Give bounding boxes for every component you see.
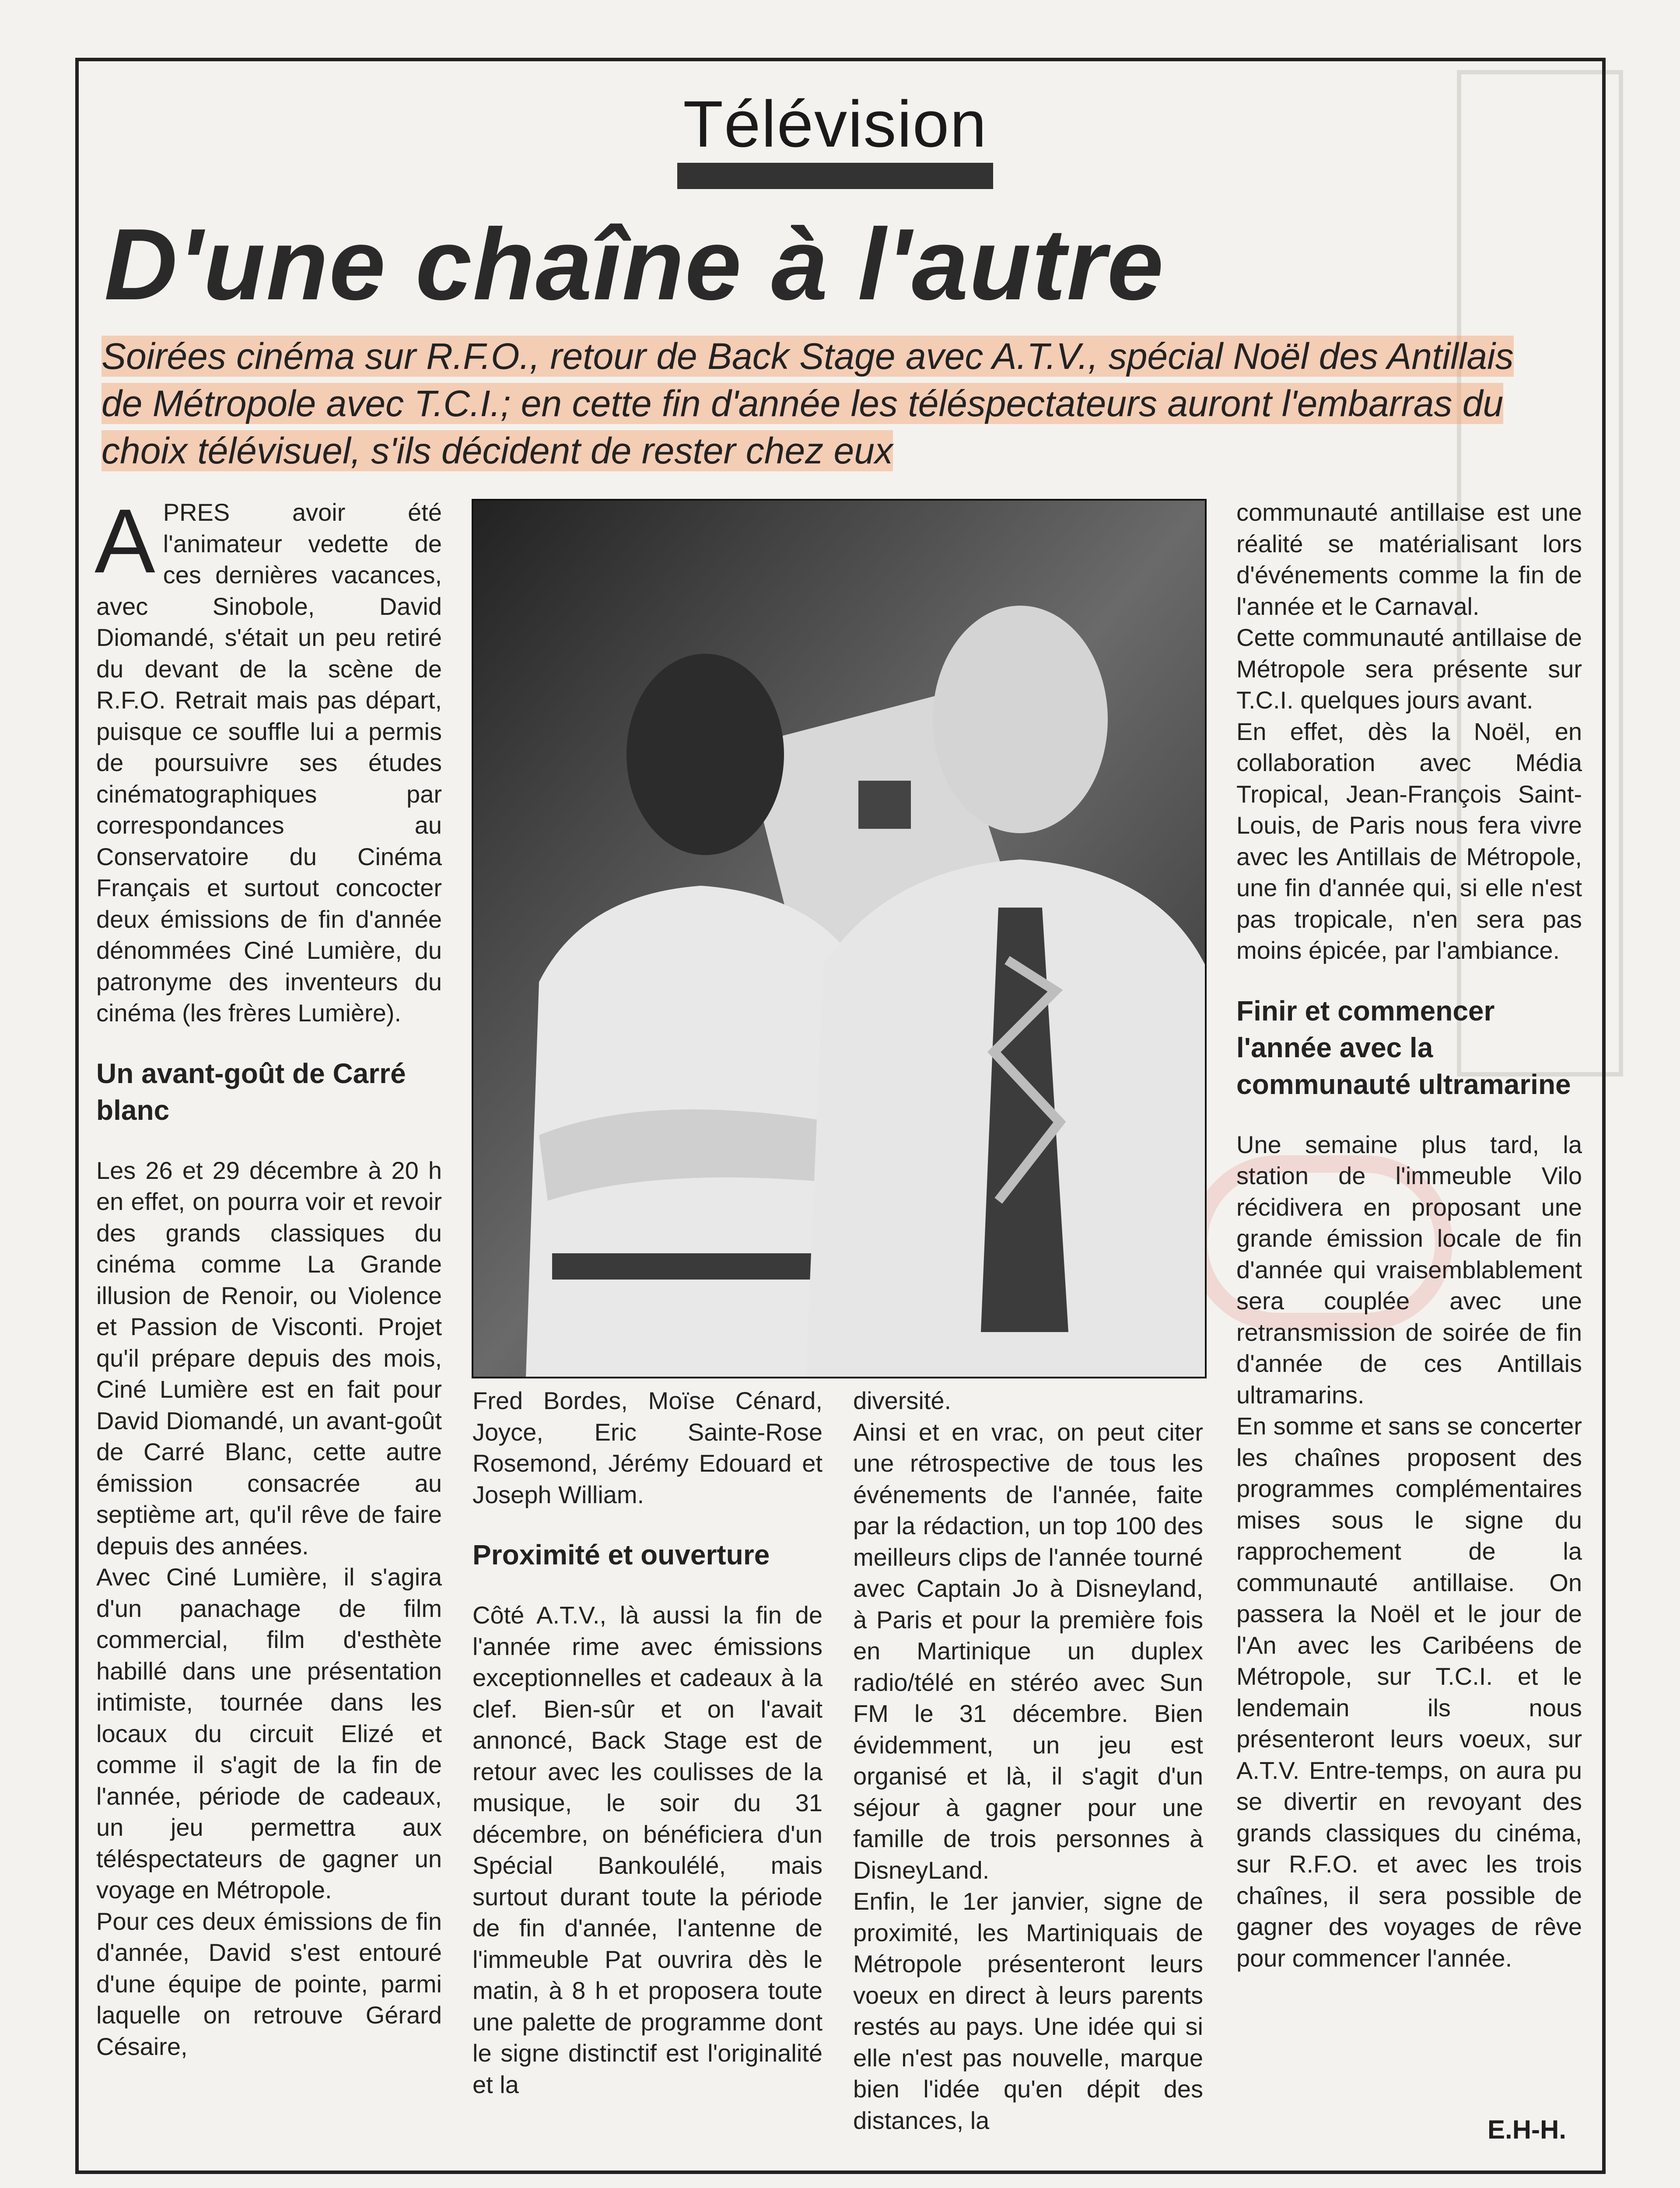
subheading: Proximité et ouverture xyxy=(472,1539,770,1571)
paragraph: Fred Bordes, Moïse Cénard, Joyce, Eric Sainte-Rose Rosemond, Jérémy Edouard et Joseph William. xyxy=(472,1387,822,1508)
drop-cap: A xyxy=(94,491,155,592)
paragraph: En effet, dès la Noël, en collaboration avec Média Tropical, Jean-François Saint-Louis, de Paris nous fera vivre avec les Antillais de Métropole, une fin d'année qui, si elle n'est pas tropicale, n'en sera pas moins épicée, par l'ambiance. xyxy=(1236,717,1582,964)
column-3 xyxy=(853,1385,1203,2136)
author-credit: E.H-H. xyxy=(1488,2115,1566,2144)
headline: D'une chaîne à l'autre xyxy=(104,208,1165,321)
paragraph: Avec Ciné Lumière, il s'agira d'un panachage de film commercial, film d'esthète habillé dans une présentation intimiste, tournée dans les locaux du circuit Elizé et comme il s'agit de la fin de l'année, période de cadeaux, un jeu permettra aux téléspectateurs de gagner un voyage en Métropole. xyxy=(96,1563,442,1904)
column-4 xyxy=(1236,497,1582,1974)
paragraph: communauté antillaise est une réalité se matérialisant lors d'événements comme la fin de l'année et le Carnaval. xyxy=(1236,498,1582,620)
paragraph: Enfin, le 1er janvier, signe de proximité, les Martiniquais de Métropole présenteront leurs voeux en direct à leurs parents restés au pays. Une idée qui si elle n'est pas nouvelle, marque bien l'idée qu'en dépit des distances, la xyxy=(853,1887,1203,2134)
rubric-label: Télévision xyxy=(683,87,987,161)
subheading: Finir et commencer l'année avec la communauté ultramarine xyxy=(1236,995,1571,1100)
subheading: Un avant-goût de Carré blanc xyxy=(96,1057,406,1126)
paragraph: Pour ces deux émissions de fin d'année, David s'est entouré d'une équipe de pointe, parmi laquelle on retrouve Gérard Césaire, xyxy=(96,1907,442,2060)
rubric-bar xyxy=(677,163,993,189)
photo-illustration xyxy=(473,501,1205,1377)
paragraph: PRES avoir été l'animateur vedette de ces dernières vacances, avec Sinobole, David Diomandé, s'était un peu retiré du devant de la scène de R.F.O. Retrait mais pas départ, puisque ce souffle lui a permis de poursuivre ses études cinématographiques par correspondances au Conservatoire du Cinéma Français et surtout concocter deux émissions de fin d'année dénommées Ciné Lumière, du patronyme des inventeurs du cinéma (les frères Lumière). xyxy=(96,498,442,1027)
deck-text: Soirées cinéma sur R.F.O., retour de Back Stage avec A.T.V., spécial Noël des Antillais de Métropole avec T.C.I.; en cette fin d'année les téléspectateurs auront l'embarras du choix télévisuel, s'ils décident de rester chez eux xyxy=(102,336,1514,471)
paragraph: Les 26 et 29 décembre à 20 h en effet, on pourra voir et revoir des grands classiques du cinéma comme La Grande illusion de Renoir, ou Violence et Passion de Visconti. Projet qu'il prépare depuis des mois, Ciné Lumière est en fait pour David Diomandé, un avant-goût de Carré Blanc, cette autre émission consacrée au septième art, qu'il rêve de faire depuis des années. xyxy=(96,1156,442,1560)
paragraph: diversité. xyxy=(853,1387,952,1414)
portrait-photo xyxy=(472,499,1207,1378)
paragraph: Côté A.T.V., là aussi la fin de l'année rime avec émissions exceptionnelles et cadeaux à la clef. Bien-sûr et on l'avait annoncé, Back Stage est de retour avec les coulisses de la musique, le soir du 31 décembre, on bénéficiera d'un Spécial Bankoulélé, mais surtout durant toute la période de fin d'année, l'antenne de l'immeuble Pat ouvrira dès le matin, à 8 h et proposera toute une palette de programme dont le signe distinctif est l'originalité et la xyxy=(472,1601,822,2098)
section-rubric xyxy=(677,87,993,189)
paragraph: Ainsi et en vrac, on peut citer une rétrospective de tous les événements de l'année, faite par la rédaction, un top 100 des meilleurs clips de l'année tourné avec Captain Jo à Disneyland, à Paris et pour la première fois en Martinique un duplex radio/télé en stéréo avec Sun FM le 31 décembre. Bien évidemment, un jeu est organisé et là, il s'agit d'un séjour à gagner pour une famille de trois personnes à DisneyLand. xyxy=(853,1418,1203,1884)
paragraph: Cette communauté antillaise de Métropole sera présente sur T.C.I. quelques jours avant. xyxy=(1236,624,1582,714)
deck xyxy=(102,333,1545,474)
column-2 xyxy=(472,1385,822,2100)
paragraph: En somme et sans se concerter les chaînes proposent des programmes complémentaires mises sous le signe du rapprochement de la communauté antillaise. On passera la Noël et le jour de l'An avec les Caribéens de Métropole, sur T.C.I. et le lendemain ils nous présenteront leurs voeux, sur A.T.V. Entre-temps, on aura pu se divertir en revoyant des grands classiques du cinéma, sur R.F.O. et avec les trois chaînes, il sera possible de gagner des voyages de rêve pour commencer l'année. xyxy=(1236,1412,1582,1972)
column-1 xyxy=(94,491,442,2062)
paragraph: Une semaine plus tard, la station de l'immeuble Vilo récidivera en proposant une grande émission locale de fin d'année qui vraisemblablement sera couplée avec une retransmission de soirée de fin d'année de ces Antillais ultramarins. xyxy=(1236,1130,1582,1409)
